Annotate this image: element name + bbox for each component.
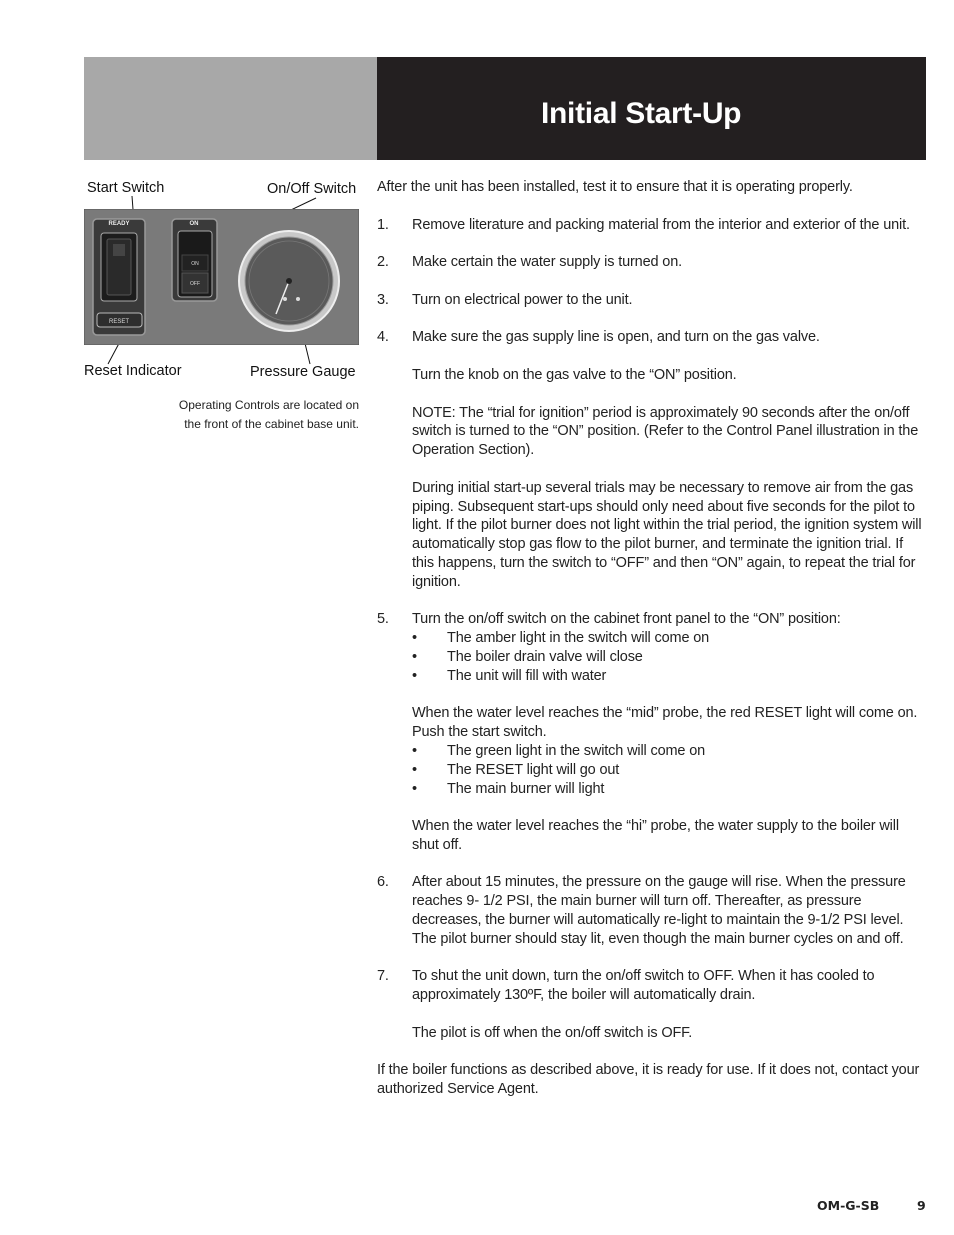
caption-line: the front of the cabinet base unit. [184, 416, 359, 431]
step-text: Turn the on/off switch on the cabinet front panel to the “ON” position: [412, 611, 841, 628]
step-item [377, 967, 927, 1042]
step-number: 2. [377, 254, 389, 271]
control-panel-photo [84, 209, 359, 345]
page-title: Initial Start-Up [541, 97, 742, 130]
step-text: Make sure the gas supply line is open, and turn on the gas valve. [412, 329, 820, 346]
step-item [377, 610, 927, 854]
step-number: 7. [377, 968, 389, 985]
bullet-item: • The boiler drain valve will close [412, 648, 643, 665]
bullet-item: • The green light in the switch will come on [412, 742, 706, 759]
bullet-item: • The amber light in the switch will come on [412, 630, 710, 647]
step-sub-paragraph: Turn the knob on the gas valve to the “ON” position. [412, 366, 737, 383]
bullet-item: • The unit will fill with water [412, 667, 607, 684]
label-pressure-gauge: Pressure Gauge [250, 364, 356, 380]
step-number: 1. [377, 216, 389, 233]
footer-page-number: 9 [917, 1198, 926, 1213]
step-item [377, 873, 927, 948]
step-sub-paragraph: When the water level reaches the “hi” probe, the water supply to the boiler will shut off. [412, 818, 899, 853]
bullet-item: • The main burner will light [412, 780, 605, 797]
step-item [377, 328, 927, 347]
step-text: Make certain the water supply is turned on. [412, 254, 682, 271]
label-onoff-switch: On/Off Switch [267, 181, 357, 197]
step-item [377, 291, 927, 310]
instructions-body [377, 178, 927, 1099]
panel-off-button-text: OFF [190, 281, 200, 287]
step-text: To shut the unit down, turn the on/off switch to OFF. When it has cooled to approximately 130ºF, the boiler will automatically drain. [412, 968, 875, 1004]
step-sub-paragraph: During initial start-up several trials may be necessary to remove air from the gas piping. Subsequent start-ups should only need about five seconds for the pilot to light. If the pilot burner does not light within the trial period, the ignition system will automatically stop gas flow to the pilot burner, and terminate the ignition trial. If this happens, turn the switch to “OFF” and then “ON” again, to repeat the trial for ignition. [412, 479, 922, 590]
panel-reset-text: RESET [108, 319, 130, 325]
step-number: 6. [377, 874, 389, 891]
footer-doc-code: OM-G-SB [817, 1198, 880, 1213]
step-sub-paragraph: When the water level reaches the “mid” probe, the red RESET light will come on. Push the start switch. [412, 705, 918, 741]
step-item [377, 253, 927, 272]
intro-paragraph: After the unit has been installed, test it to ensure that it is operating properly. [377, 179, 853, 195]
step-number: 3. [377, 291, 389, 308]
step-sub-paragraph: The pilot is off when the on/off switch is OFF. [412, 1024, 693, 1041]
panel-on-text: ON [189, 221, 199, 227]
panel-ready-text: READY [108, 221, 130, 227]
outro-paragraph: If the boiler functions as described above, it is ready for use. If it does not, contact your authorized Service Agent. [377, 1062, 920, 1098]
step-item [377, 216, 927, 235]
step-text: Turn on electrical power to the unit. [412, 291, 633, 308]
step-number: 4. [377, 329, 389, 346]
step-number: 5. [377, 611, 389, 628]
label-reset-indicator: Reset Indicator [84, 363, 182, 379]
step-text: Remove literature and packing material from the interior and exterior of the unit. [412, 216, 910, 233]
panel-on-button-text: ON [191, 261, 199, 267]
caption-line: Operating Controls are located on [178, 398, 359, 412]
bullet-item: • The RESET light will go out [412, 761, 620, 778]
step-text: After about 15 minutes, the pressure on the gauge will rise. When the pressure reaches 9- 1/2 PSI, the main burner will turn off. Thereafter, as pressure decreases, the burner will automatically re-light to maintain the 9-1/2 PSI level. The pilot burner should stay lit, even though the main burner cycles on and off. [412, 874, 906, 947]
label-start-switch: Start Switch [87, 180, 165, 196]
note-paragraph: NOTE: The “trial for ignition” period is approximately 90 seconds after the on/off switch is turned to the “ON” position. (Refer to the Control Panel illustration in the Operation Section). [412, 404, 919, 459]
figure-caption [150, 396, 359, 433]
